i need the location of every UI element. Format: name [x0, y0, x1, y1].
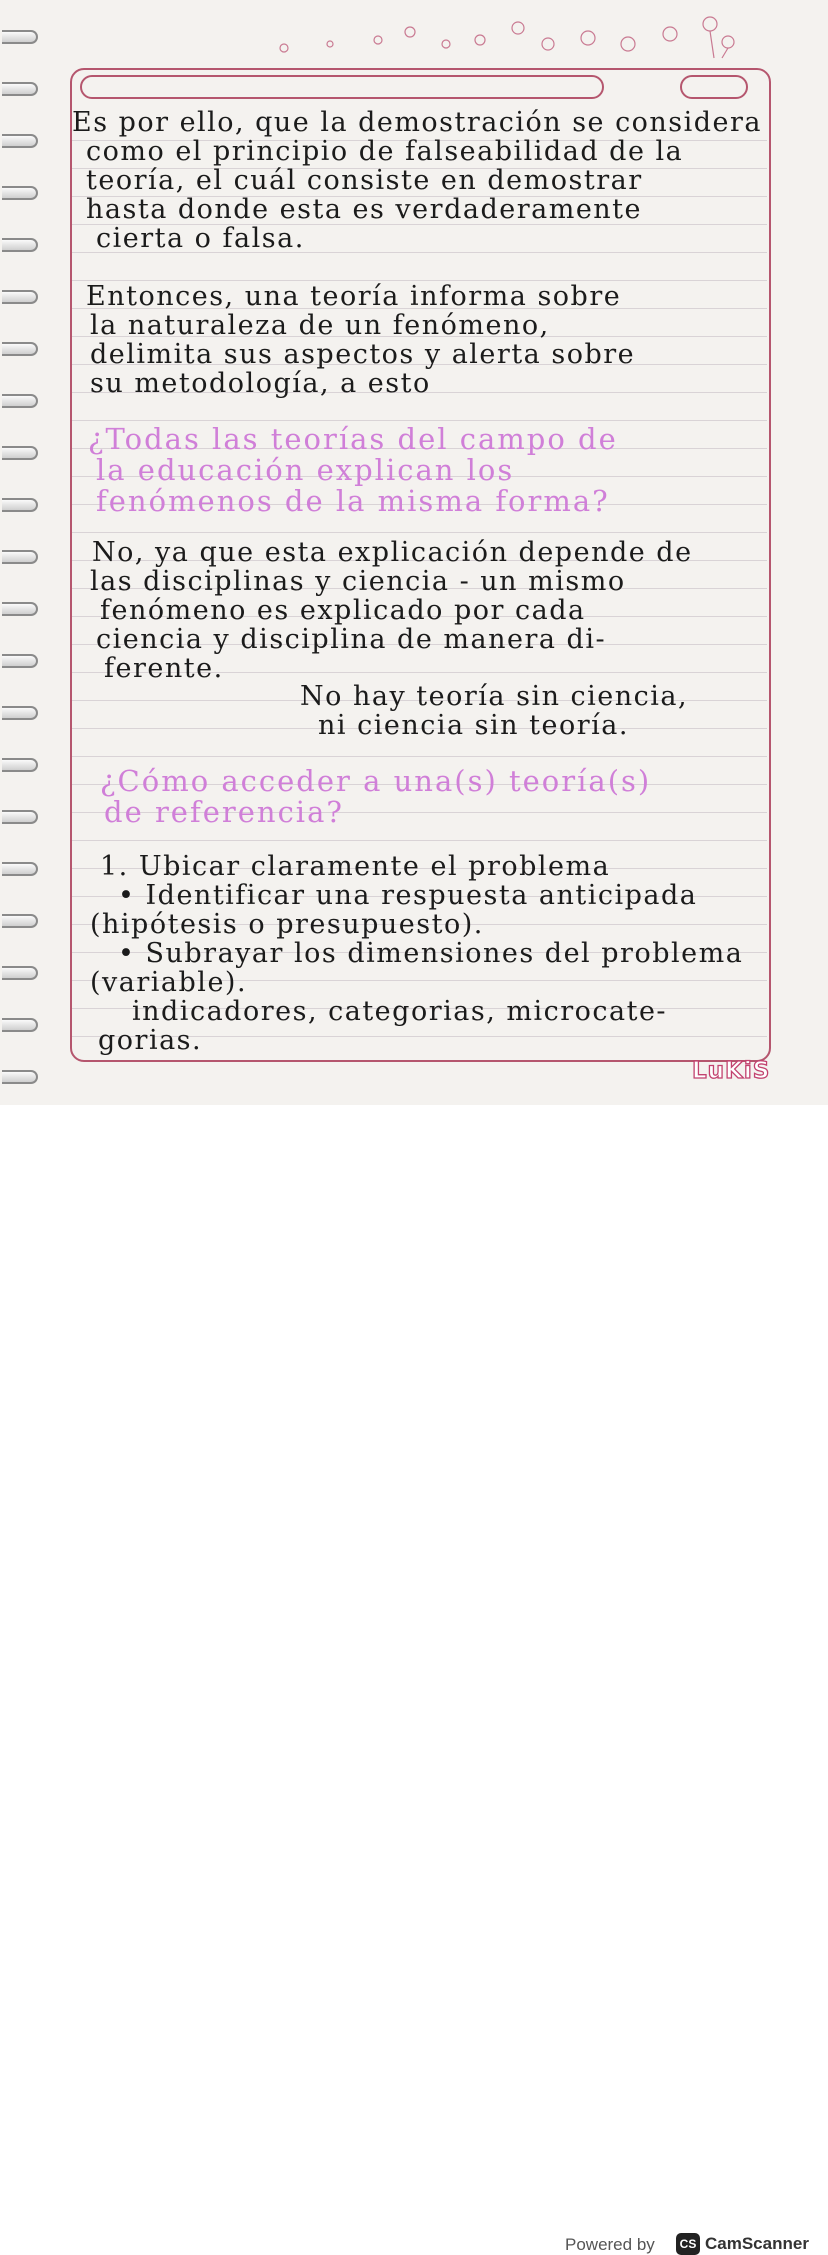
- text-line: • Identificar una respuesta anticipada: [118, 880, 698, 911]
- text-line: • Subrayar los dimensiones del problema: [118, 938, 744, 969]
- handwritten-text: [0, 0, 828, 1105]
- text-line: No hay teoría sin ciencia,: [300, 681, 689, 712]
- highlighted-question-line: la educación explican los: [96, 453, 515, 487]
- highlighted-question-line: de referencia?: [104, 795, 344, 829]
- powered-by-label: Powered by: [565, 2235, 655, 2254]
- text-line: ni ciencia sin teoría.: [318, 710, 629, 741]
- text-line: hasta donde esta es verdaderamente: [86, 194, 643, 225]
- text-line: como el principio de falseabilidad de la: [86, 136, 684, 167]
- text-line: Es por ello, que la demostración se considera: [72, 107, 762, 138]
- text-line: las disciplinas y ciencia - un mismo: [90, 566, 626, 597]
- text-line: su metodología, a esto: [90, 368, 431, 399]
- highlighted-question-line: ¿Cómo acceder a una(s) teoría(s): [100, 764, 652, 798]
- scanner-footer: [0, 1105, 828, 2254]
- text-line: 1. Ubicar claramente el problema: [100, 851, 611, 882]
- camscanner-logo-icon: CS: [676, 2233, 700, 2255]
- text-line: ciencia y disciplina de manera di-: [96, 624, 607, 655]
- notebook-page: [0, 0, 828, 1105]
- signature: LuKiS: [692, 1058, 771, 1084]
- text-line: delimita sus aspectos y alerta sobre: [90, 339, 636, 370]
- text-line: teoría, el cuál consiste en demostrar: [86, 165, 643, 196]
- text-line: la naturaleza de un fenómeno,: [90, 310, 550, 341]
- text-line: cierta o falsa.: [96, 223, 305, 254]
- text-line: No, ya que esta explicación depende de: [92, 537, 693, 568]
- highlighted-question-line: ¿Todas las teorías del campo de: [88, 422, 618, 456]
- text-line: Entonces, una teoría informa sobre: [86, 281, 622, 312]
- text-line: (hipótesis o presupuesto).: [90, 909, 484, 940]
- text-line: fenómeno es explicado por cada: [100, 595, 586, 626]
- highlighted-question-line: fenómenos de la misma forma?: [96, 484, 610, 518]
- camscanner-brand: CamScanner: [705, 2234, 809, 2253]
- text-line: ferente.: [104, 653, 224, 684]
- text-line: indicadores, categorias, microcate-: [132, 996, 668, 1027]
- text-line: (variable).: [90, 967, 248, 998]
- text-line: gorias.: [98, 1025, 203, 1056]
